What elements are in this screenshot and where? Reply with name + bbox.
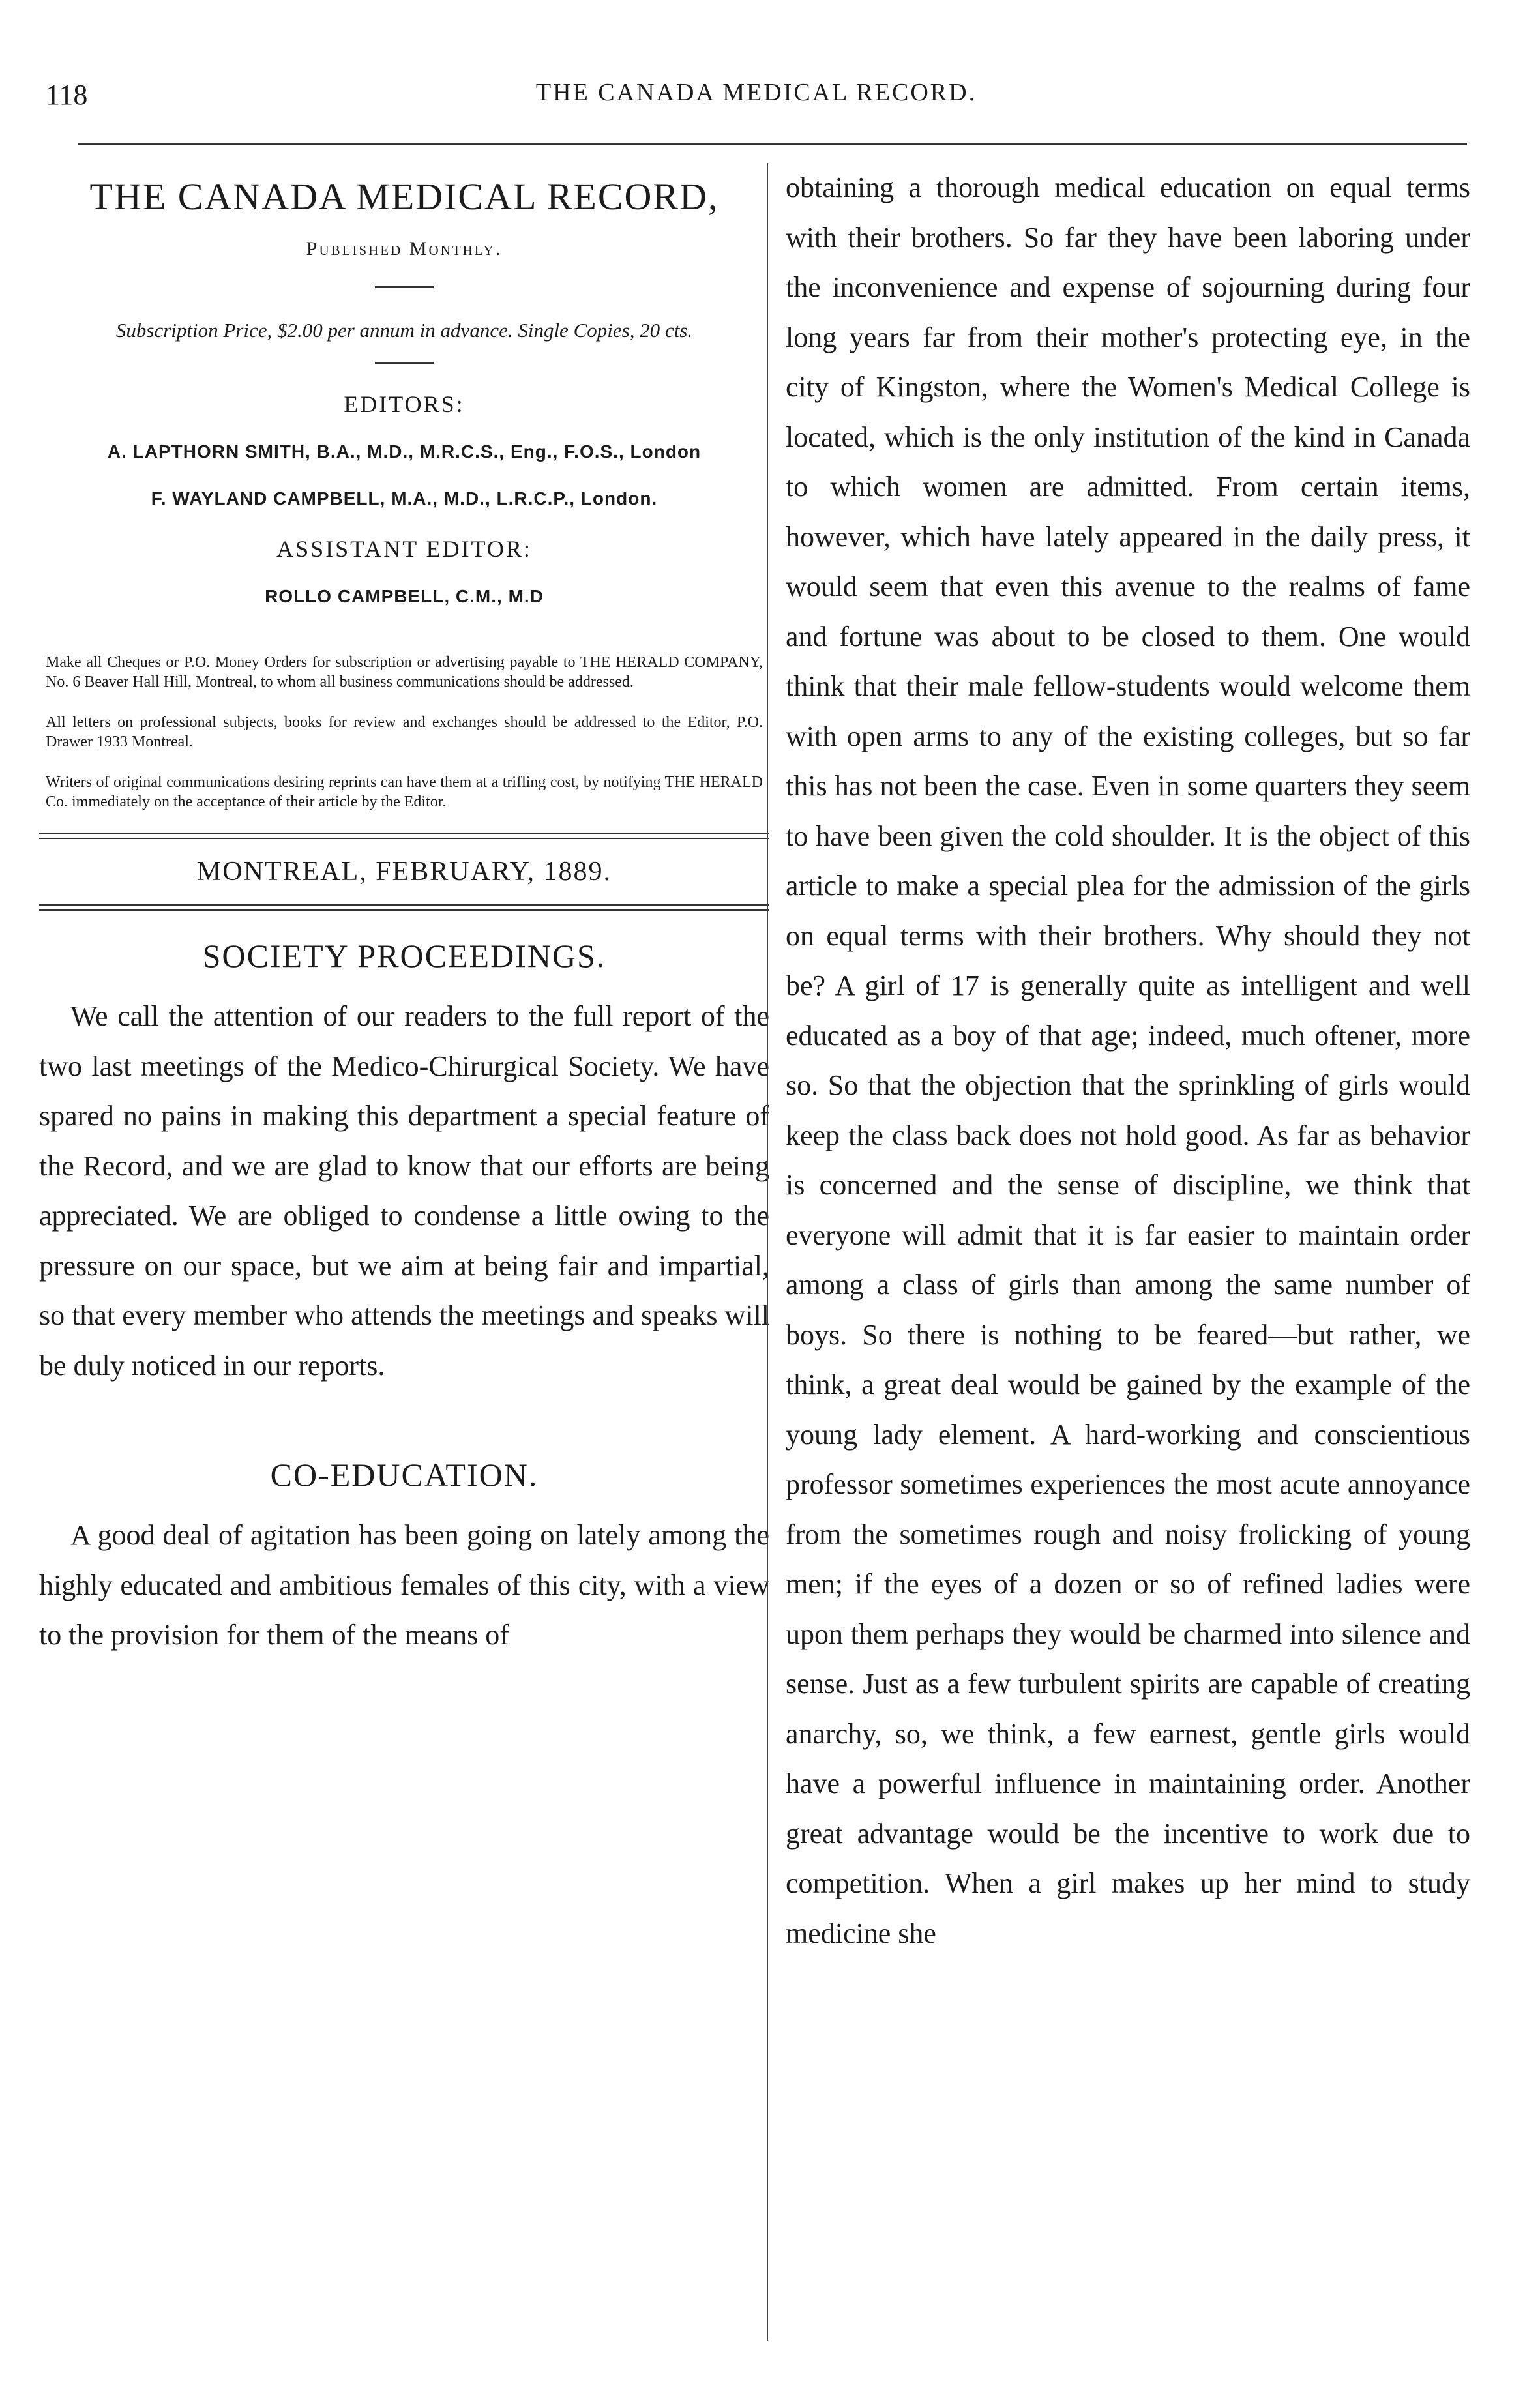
letters-notice: All letters on professional subjects, books for review and exchanges should be addressed to the Editor, P.O. Drawer 1933 Montreal. xyxy=(46,714,763,750)
running-title: THE CANADA MEDICAL RECORD. xyxy=(535,79,977,106)
left-column xyxy=(39,163,769,1661)
right-column xyxy=(786,163,1470,1958)
co-education-text-right: obtaining a thorough medical education on equal terms with their brothers. So far they have been laboring under the inconvenience and expense of sojourning during four long years far from their mother's protecting eye, in the city of Kingston, where the Women's Medical College is located, which is the only institution of the kind in Canada to which women are admitted. From certain items, however, which have lately appeared in the daily press, it would seem that even this avenue to the realms of fame and fortune was about to be closed to them. One would think that their male fellow-students would welcome them with open arms to any of the existing colleges, but so far this has not been the case. Even in some quarters they seem to have been given the cold shoulder. It is the object of this article to make a special plea for the admission of the girls on equal terms with their brothers. Why should they not be? A girl of 17 is generally quite as intelligent and well educated as a boy of that age; indeed, much oftener, more so. So that the objection that the sprinkling of girls would keep the class back does not hold good. As far as behavior is concerned and the sense of discipline, we think that everyone will admit that it is far easier to maintain order among a class of girls than among the same number of boys. So there is nothing to be feared—but rather, we think, a great deal would be gained by the example of the young lady element. A hard-working and conscientious professor sometimes experiences the most acute annoyance from the sometimes rough and noisy frolicking of young men; if the eyes of a dozen or so of refined ladies were upon them perhaps they would be charmed into silence and sense. Just as a few turbulent spirits are capable of creating anarchy, so, we think, a few earnest, gentle girls would have a powerful influence in maintaining order. Another great advantage would be the incentive to work due to competition. When a girl makes up her mind to study medicine she xyxy=(786,171,1470,1949)
reprints-notice: Writers of original communications desiring reprints can have them at a trifling cost, by notifying THE HERALD Co. immediately on the acceptance of their article by the Editor. xyxy=(46,774,763,810)
payment-notice: Make all Cheques or P.O. Money Orders for subscription or advertising payable to THE HERALD COMPANY, No. 6 Beaver Hall Hill, Montreal, to whom all business communications should be addressed. xyxy=(46,654,763,690)
assistant-editor-heading: ASSISTANT EDITOR: xyxy=(276,536,532,562)
society-proceedings-title: SOCIETY PROCEEDINGS. xyxy=(202,938,606,974)
published-line: Published Monthly. xyxy=(306,238,503,259)
masthead-rule xyxy=(375,286,434,288)
double-rule xyxy=(39,833,769,839)
co-education-text-left: A good deal of agitation has been going on lately among the highly educated and ambitious females of this city, with a view to the provision for them of the means of xyxy=(39,1519,769,1651)
header-rule xyxy=(78,143,1467,145)
editor-name: A. LAPTHORN SMITH, B.A., M.D., M.R.C.S., Eng., F.O.S., London xyxy=(107,441,702,462)
masthead-rule xyxy=(375,362,434,364)
society-proceedings-text: We call the attention of our readers to the full report of the two last meetings of the Medico-Chirurgical Society. We have spared no pains in making this department a special feature of the Record, and we are glad to know that our efforts are being appreciated. We are obliged to condense a little owing to the pressure on our space, but we aim at being fair and impartial, so that every member who attends the meetings and speaks will be duly noticed in our reports. xyxy=(39,1000,769,1382)
editor-name: F. WAYLAND CAMPBELL, M.A., M.D., L.R.C.P., London. xyxy=(151,488,658,509)
column-divider xyxy=(767,163,768,2341)
assistant-editor-name: ROLLO CAMPBELL, C.M., M.D xyxy=(265,586,544,606)
masthead-title: THE CANADA MEDICAL RECORD, xyxy=(89,175,719,218)
page-number: 118 xyxy=(46,79,88,111)
double-rule xyxy=(39,904,769,911)
editors-heading: EDITORS: xyxy=(344,391,465,417)
subscription-price: Subscription Price, $2.00 per annum in advance. Single Copies, 20 cts. xyxy=(115,319,693,342)
co-education-title: CO-EDUCATION. xyxy=(270,1456,539,1493)
dateline: MONTREAL, FEBRUARY, 1889. xyxy=(196,857,612,887)
running-head xyxy=(39,78,1473,117)
